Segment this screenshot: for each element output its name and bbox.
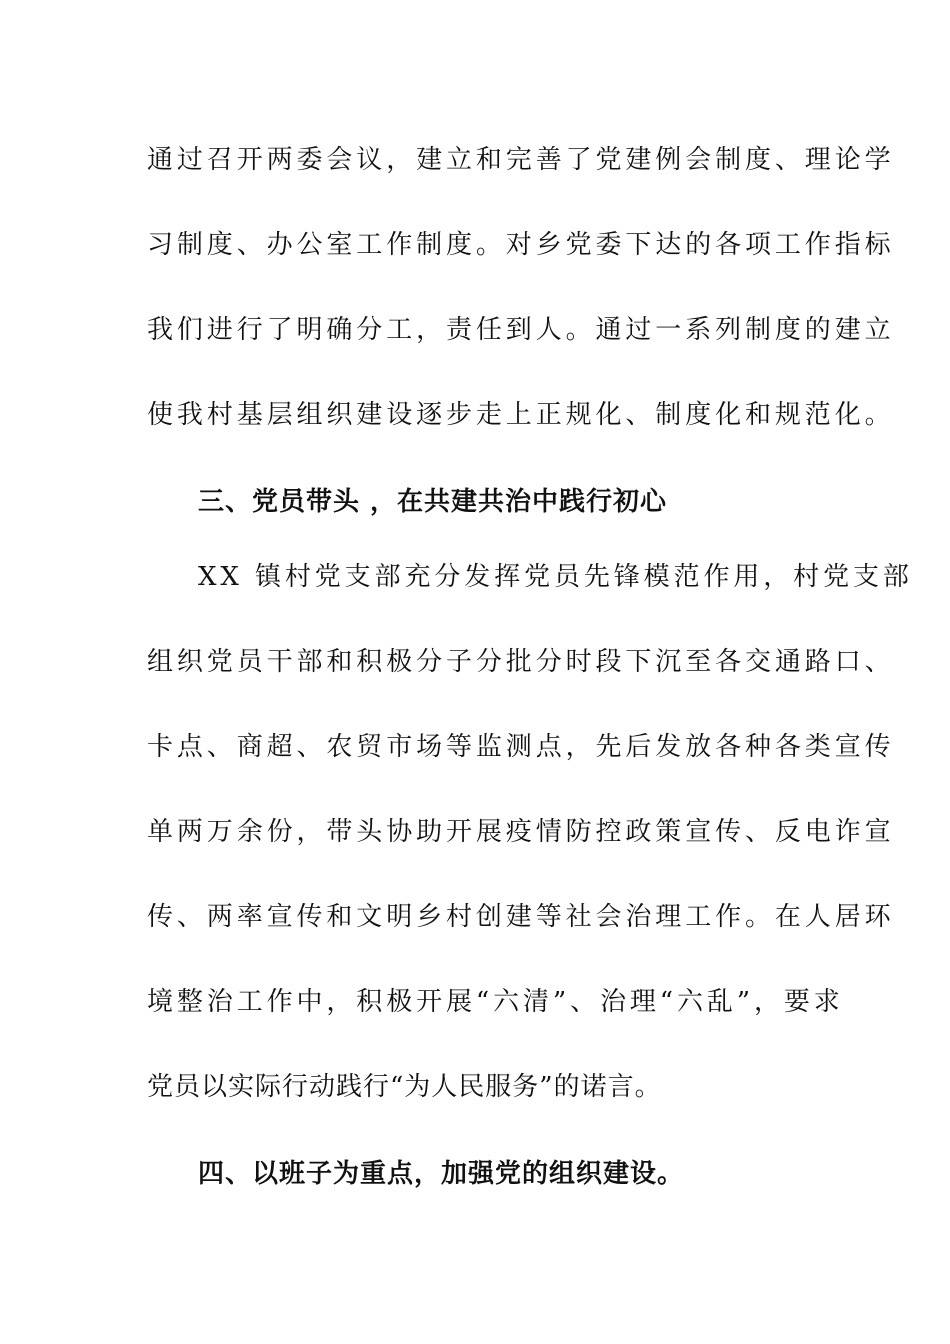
paragraph-line: 通过召开两委会议，建立和完善了党建例会制度、理论学: [147, 145, 895, 175]
paragraph-line: 单两万余份，带头协助开展疫情防控政策宣传、反电诈宣: [147, 817, 895, 847]
paragraph-line: XX 镇村党支部充分发挥党员先锋模范作用，村党支部: [198, 562, 913, 592]
paragraph-line: 使我村基层组织建设逐步走上正规化、制度化和规范化。: [147, 400, 895, 430]
paragraph-line: 卡点、商超、农贸市场等监测点，先后发放各种各类宣传: [147, 732, 895, 762]
section-heading-4: 四、以班子为重点，加强党的组织建设。: [198, 1159, 685, 1189]
paragraph-line: 境整治工作中，积极开展“六清”、治理“六乱”，要求: [147, 987, 844, 1017]
paragraph-line: 党员以实际行动践行“为人民服务”的诺言。: [147, 1072, 662, 1102]
section-heading-3: 三、党员带头 ，在共建共治中践行初心: [198, 487, 668, 517]
paragraph-line: 习制度、办公室工作制度。对乡党委下达的各项工作指标: [147, 230, 895, 260]
paragraph-line: 传、两率宣传和文明乡村创建等社会治理工作。在人居环: [147, 902, 895, 932]
paragraph-line: 我们进行了明确分工，责任到人。通过一系列制度的建立: [147, 315, 895, 345]
paragraph-line: 组织党员干部和积极分子分批分时段下沉至各交通路口、: [147, 647, 895, 677]
